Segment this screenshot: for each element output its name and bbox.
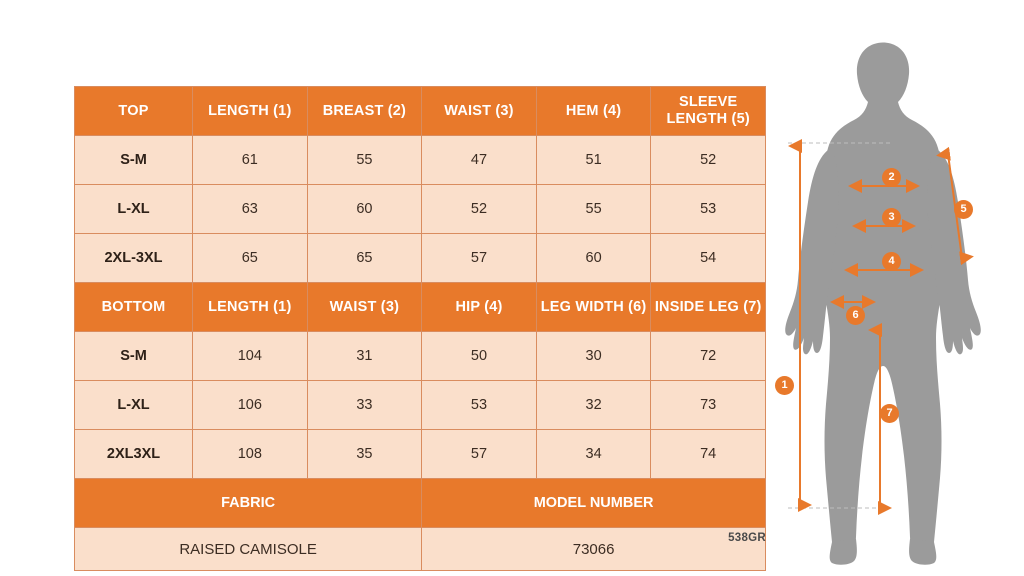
top-row-label-sm: S-M: [75, 136, 193, 185]
table-row: [75, 381, 766, 430]
top-table-header-row: [75, 87, 766, 136]
marker-badge-6: 6: [846, 306, 865, 325]
measurements-table: [74, 86, 766, 571]
table-row: [75, 332, 766, 381]
top-header-hem: HEM (4): [536, 87, 651, 136]
bottom-lxl-hip: 53: [422, 381, 537, 430]
top-sm-sleeve: 52: [651, 136, 766, 185]
top-lxl-waist: 52: [422, 185, 537, 234]
top-header-breast: BREAST (2): [307, 87, 422, 136]
bottom-2xl-leg-width: 34: [536, 430, 651, 479]
bottom-2xl-inside-leg: 74: [651, 430, 766, 479]
model-number-value: 73066: [422, 528, 766, 571]
marker-badge-2: 2: [882, 168, 901, 187]
bottom-header-inside-leg: INSIDE LEG (7): [651, 283, 766, 332]
bottom-sm-length: 104: [193, 332, 308, 381]
top-lxl-sleeve: 53: [651, 185, 766, 234]
bottom-header-cat: BOTTOM: [75, 283, 193, 332]
bottom-sm-waist: 31: [307, 332, 422, 381]
model-number-header: MODEL NUMBER: [422, 479, 766, 528]
top-lxl-hem: 55: [536, 185, 651, 234]
top-header-cat: TOP: [75, 87, 193, 136]
marker-badge-5: 5: [954, 200, 973, 219]
bottom-header-waist: WAIST (3): [307, 283, 422, 332]
top-sm-hem: 51: [536, 136, 651, 185]
bottom-lxl-length: 106: [193, 381, 308, 430]
bottom-2xl-hip: 57: [422, 430, 537, 479]
bottom-row-label-sm: S-M: [75, 332, 193, 381]
female-body-silhouette: [785, 43, 981, 565]
top-lxl-breast: 60: [307, 185, 422, 234]
bottom-header-leg-width: LEG WIDTH (6): [536, 283, 651, 332]
bottom-header-hip: HIP (4): [422, 283, 537, 332]
bottom-lxl-inside-leg: 73: [651, 381, 766, 430]
top-row-label-lxl: L-XL: [75, 185, 193, 234]
bottom-header-length: LENGTH (1): [193, 283, 308, 332]
bottom-row-label-2xl3xl: 2XL3XL: [75, 430, 193, 479]
bottom-lxl-leg-width: 32: [536, 381, 651, 430]
table-row: [75, 234, 766, 283]
fabric-value: RAISED CAMISOLE: [75, 528, 422, 571]
top-2xl-breast: 65: [307, 234, 422, 283]
bottom-sm-hip: 50: [422, 332, 537, 381]
bottom-row-label-lxl: L-XL: [75, 381, 193, 430]
top-header-sleeve-length: SLEEVE LENGTH (5): [651, 87, 766, 136]
bottom-sm-inside-leg: 72: [651, 332, 766, 381]
table-row: [75, 185, 766, 234]
top-2xl-sleeve: 54: [651, 234, 766, 283]
top-header-length: LENGTH (1): [193, 87, 308, 136]
marker-badge-3: 3: [882, 208, 901, 227]
table-row: [75, 136, 766, 185]
marker-badge-1: 1: [775, 376, 794, 395]
top-row-label-2xl3xl: 2XL-3XL: [75, 234, 193, 283]
measurement-diagram: [770, 30, 1024, 576]
top-sm-length: 61: [193, 136, 308, 185]
top-sm-breast: 55: [307, 136, 422, 185]
top-2xl-hem: 60: [536, 234, 651, 283]
size-tables: [74, 86, 766, 571]
fabric-header: FABRIC: [75, 479, 422, 528]
marker-badge-4: 4: [882, 252, 901, 271]
table-row: [75, 430, 766, 479]
top-2xl-waist: 57: [422, 234, 537, 283]
footer-header-row: [75, 479, 766, 528]
bottom-2xl-length: 108: [193, 430, 308, 479]
bottom-table-header-row: [75, 283, 766, 332]
product-code: 538GR: [728, 532, 766, 544]
marker-badge-7: 7: [880, 404, 899, 423]
top-sm-waist: 47: [422, 136, 537, 185]
bottom-sm-leg-width: 30: [536, 332, 651, 381]
top-2xl-length: 65: [193, 234, 308, 283]
top-lxl-length: 63: [193, 185, 308, 234]
bottom-lxl-waist: 33: [307, 381, 422, 430]
bottom-2xl-waist: 35: [307, 430, 422, 479]
top-header-waist: WAIST (3): [422, 87, 537, 136]
